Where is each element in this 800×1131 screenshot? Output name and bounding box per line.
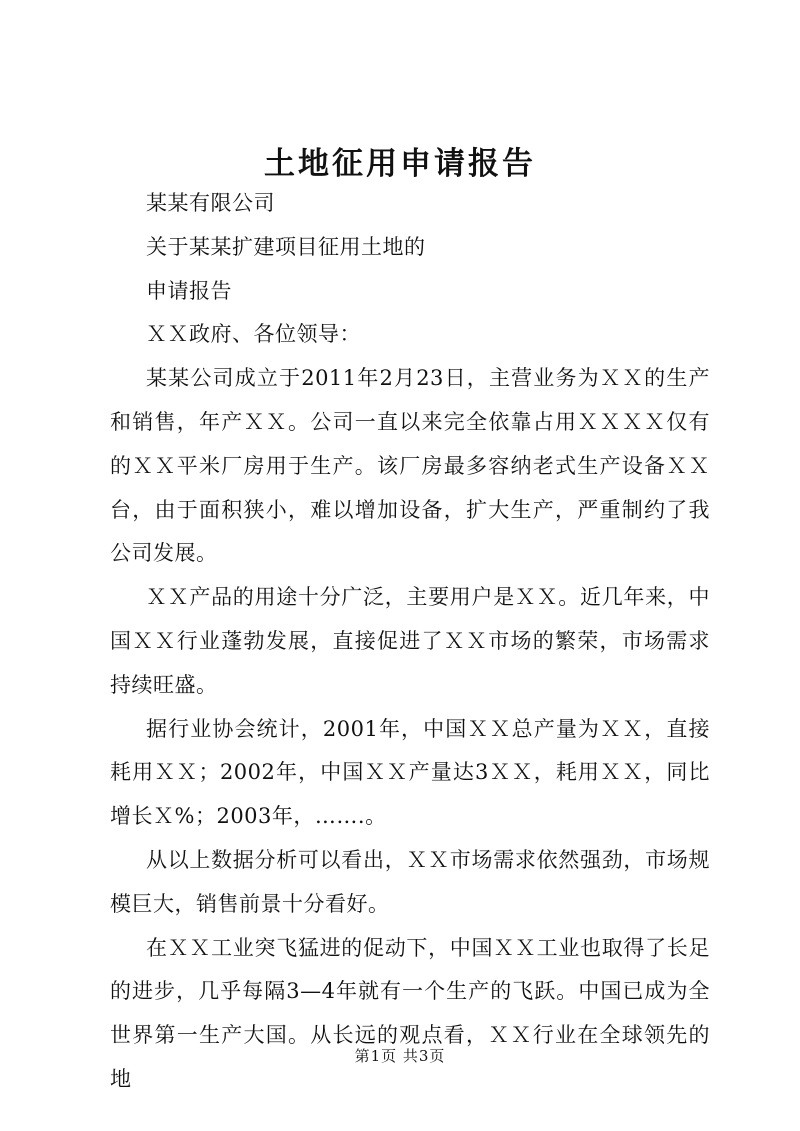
paragraph-industry-statistics: 据行业协会统计，2001年，中国ＸＸ总产量为ＸＸ，直接耗用ＸＸ；2002年，中国ＸＸ产量达3ＸＸ，耗用ＸＸ，同比增长Ｘ%；2003年，…….。 [110,716,710,829]
paragraph-market-outlook: 从以上数据分析可以看出，ＸＸ市场需求依然强劲，市场规模巨大，销售前景十分看好。 [110,847,710,916]
subject-line-continued: 申请报告 [146,278,232,303]
company-name-line: 某某有限公司 [146,191,275,215]
salutation: ＸＸ政府、各位领导： [146,322,361,347]
paragraph-product-market: ＸＸ产品的用途十分广泛，主要用户是ＸＸ。近几年来，中国ＸＸ行业蓬勃发展，直接促进了ＸＸ市场的繁荣，市场需求持续旺盛。 [110,585,710,697]
subject-line: 关于某某扩建项目征用土地的 [146,234,426,259]
document-body [110,182,710,1102]
paragraph-company-background: 某某公司成立于2011年2月23日，主营业务为ＸＸ的生产和销售，年产ＸＸ。公司一直以来完全依靠占用ＸＸＸＸ仅有的ＸＸ平米厂房用于生产。该厂房最多容纳老式生产设备ＸＸ台，由于面积狭小，难以增加设备，扩大生产，严重制约了我公司发展。 [110,366,710,566]
document-title: 土地征用申请报告 [264,146,536,182]
paragraph-industry-progress: 在ＸＸ工业突飞猛进的促动下，中国ＸＸ工业也取得了长足的进步，几乎每隔3—4年就有一个生产的飞跃。中国已成为全世界第一生产大国。从长远的观点看，ＸＸ行业在全球领先的地 [110,935,710,1091]
page-footer: 第1页 共3页 [354,1047,446,1065]
